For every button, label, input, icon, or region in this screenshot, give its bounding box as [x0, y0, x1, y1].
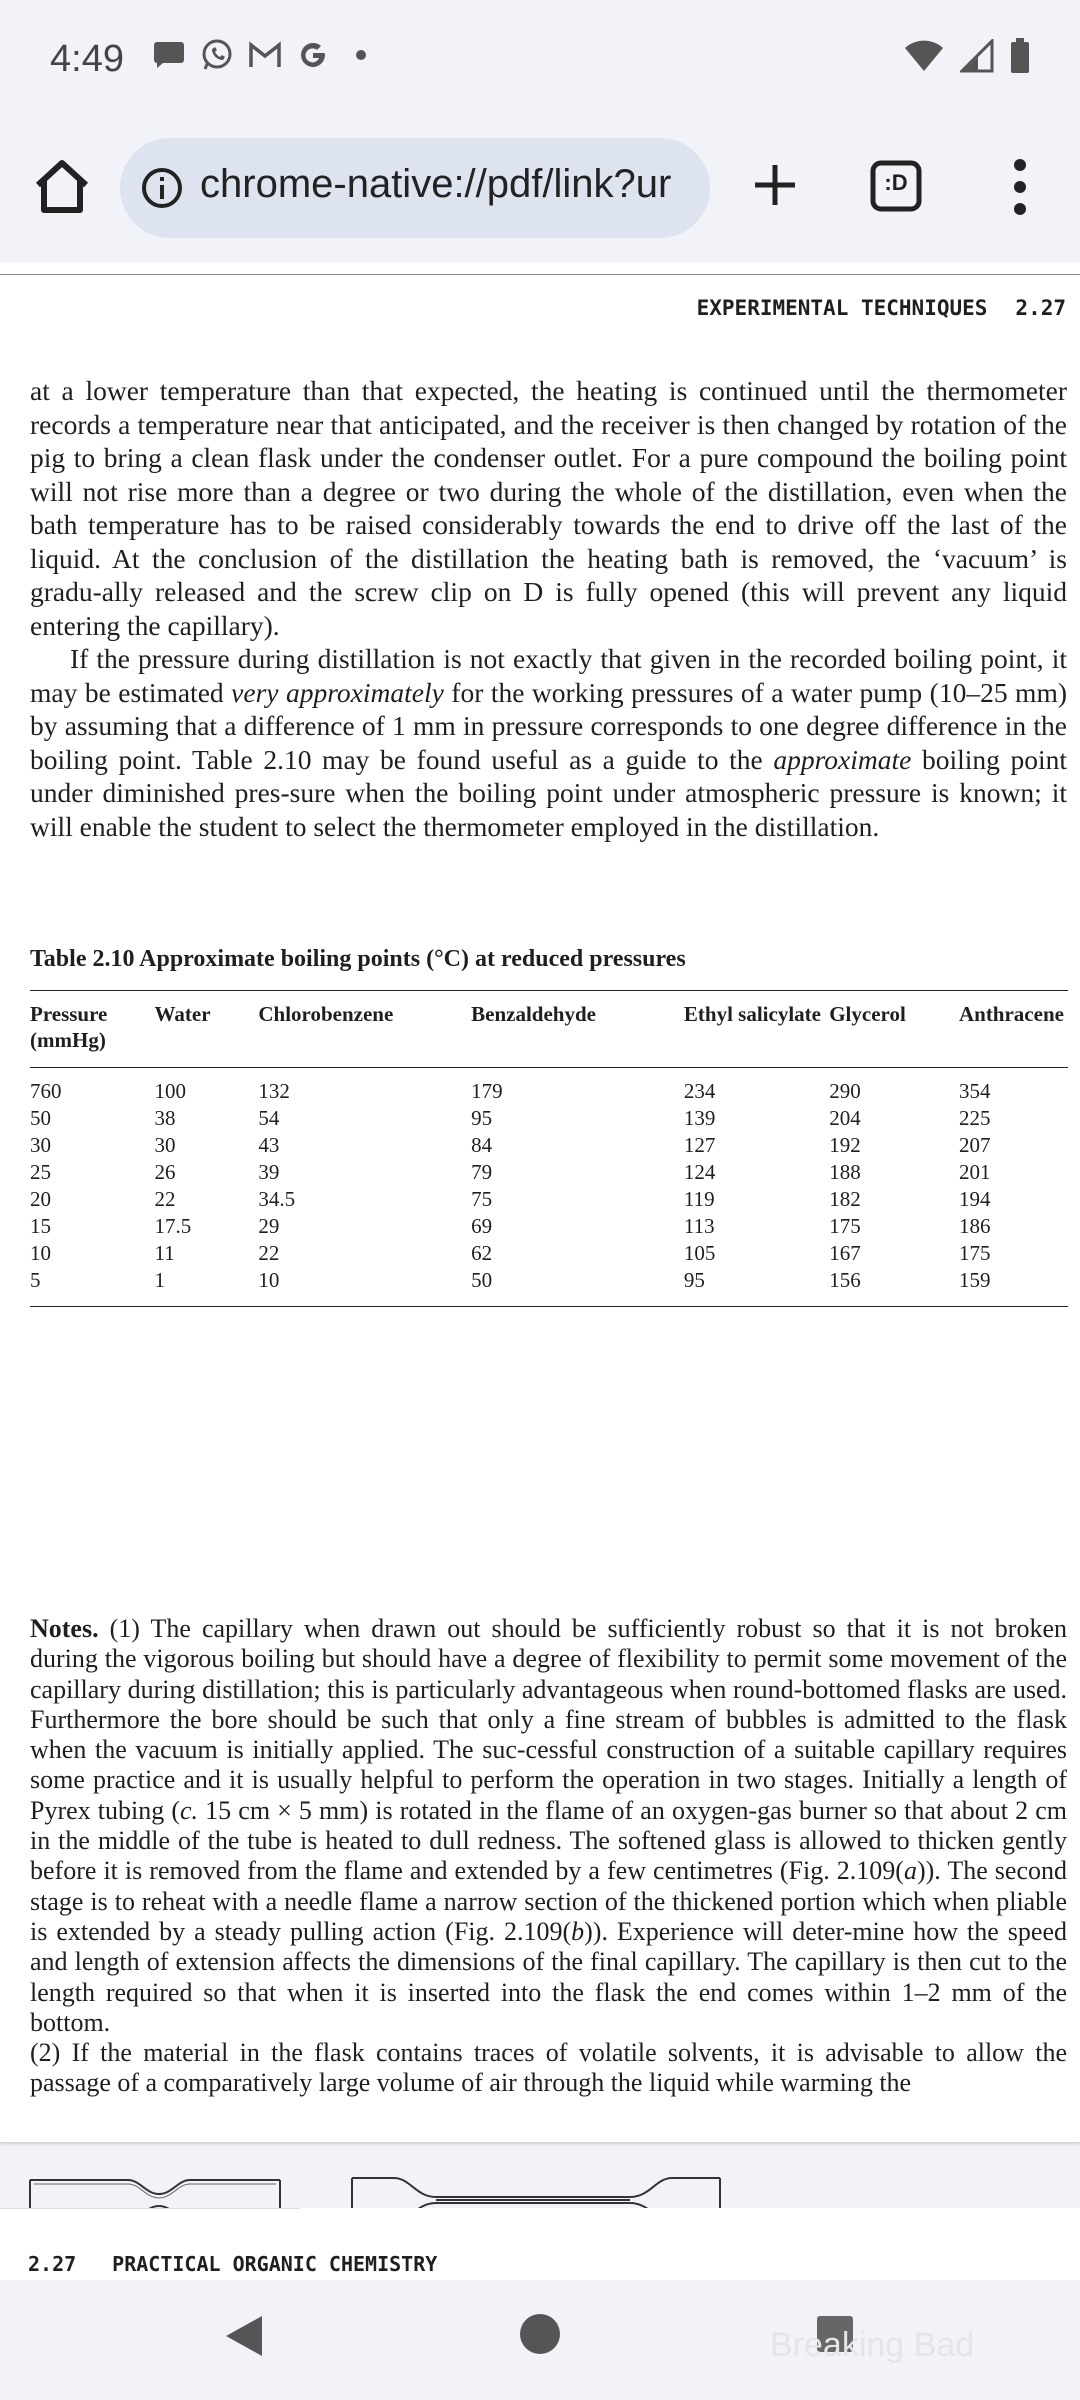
table-header-row: [30, 991, 1068, 1068]
tab-switcher-button[interactable]: [870, 160, 922, 212]
wifi-icon: [904, 39, 944, 78]
table-cell: 62: [471, 1241, 493, 1265]
table-cell: 167: [829, 1241, 861, 1265]
table-cell: 159: [959, 1267, 1068, 1307]
table-cell: 11: [154, 1241, 175, 1265]
table-cell: 127: [683, 1133, 716, 1157]
home-nav-button[interactable]: [520, 2314, 560, 2354]
emphasis: b: [571, 1916, 585, 1946]
table-cell: 182: [829, 1187, 861, 1211]
table-cell: 30: [154, 1133, 176, 1157]
column-header: Benzaldehyde: [471, 991, 684, 1068]
text-span: )). Experience will deter-mine how the speed and length of extension affects the dimensions of the final capillary. The capillary is then cut to the length required so that when it is inserted into the flask the end comes within 1–2 mm of the bottom.: [30, 1916, 1067, 2037]
emphasis: very approximately: [231, 676, 444, 708]
notification-icons: [152, 38, 378, 72]
table-row: [30, 1068, 1068, 1106]
home-icon: [30, 155, 94, 219]
table-row: [30, 1159, 1068, 1186]
table-cell: 43: [258, 1133, 280, 1157]
column-header: Chlorobenzene: [258, 991, 471, 1068]
battery-icon: [1010, 38, 1030, 79]
text-span: for the working pressures of a water pump (10–25 mm) by assuming that a difference of 1 mm in pressure corresponds to one degree difference in the boiling point. Table 2.10 may be found useful as a guide to the: [30, 676, 1067, 775]
pdf-page[interactable]: [0, 262, 1080, 2142]
emphasis: c.: [180, 1795, 199, 1825]
table-cell: 5: [30, 1267, 155, 1307]
table-cell: 139: [683, 1106, 716, 1130]
watermark-text: Breaking Bad: [770, 2326, 975, 2364]
body-text: [30, 374, 1067, 843]
table-row: [30, 1132, 1068, 1159]
table-row: [30, 1240, 1068, 1267]
column-header: Glycerol: [829, 991, 959, 1068]
table-row: [30, 1213, 1068, 1240]
table-cell: 75: [471, 1187, 493, 1211]
table-cell: 17.5: [154, 1214, 192, 1238]
gmail-icon: [248, 38, 282, 72]
table-cell: 30: [30, 1133, 51, 1157]
more-vert-icon: [1000, 155, 1040, 219]
url-bar[interactable]: [120, 138, 710, 238]
google-icon: [296, 38, 330, 72]
table-cell: 50: [471, 1267, 684, 1307]
next-running-head-page: 2.27: [28, 2252, 77, 2276]
table-cell: 26: [154, 1160, 176, 1184]
table-cell: 22: [154, 1187, 176, 1211]
table-cell: 34.5: [258, 1187, 296, 1211]
table-cell: 25: [30, 1160, 51, 1184]
table-cell: 194: [958, 1187, 991, 1211]
table-cell: 79: [471, 1160, 493, 1184]
boiling-point-table: [30, 990, 1068, 1307]
table-cell: 39: [258, 1160, 280, 1184]
paragraph: at a lower temperature than that expected, the heating is continued until the thermometer records a temperature near that anticipated, and the receiver is then changed by rotation of the pig to bring a clean flask under the condenser outlet. For a pure compound the boiling point will not rise more than a degree or two during the whole of the distillation, even when the bath temperature has to be raised considerably towards the end to drive off the last of the liquid. At the conclusion of the distillation the heating bath is removed, the ‘vacuum’ is gradu-ally released and the screw clip on D is fully opened (this will prevent any liquid entering the capillary).: [30, 375, 1067, 641]
home-button[interactable]: [30, 155, 94, 219]
table-cell: 1: [155, 1267, 259, 1307]
column-header: Pressure (mmHg): [30, 991, 155, 1068]
table-cell: 186: [958, 1214, 991, 1238]
running-head-title: EXPERIMENTAL TECHNIQUES: [696, 296, 988, 320]
table-cell: 156: [829, 1267, 959, 1307]
column-header: Water: [155, 991, 259, 1068]
emphasis: approximate: [773, 743, 912, 775]
running-head: [697, 296, 1066, 320]
note-1: [30, 1614, 1067, 2038]
table-cell: 10: [30, 1241, 51, 1265]
table-cell: 15: [30, 1214, 51, 1238]
chat-bubble-icon: [152, 38, 186, 72]
plus-icon: [745, 155, 805, 215]
table-cell: 201: [958, 1160, 991, 1184]
table-cell: 124: [683, 1160, 716, 1184]
table-cell: 105: [683, 1241, 716, 1265]
info-icon[interactable]: [140, 166, 184, 210]
url-text[interactable]: chrome-native://pdf/link?ur: [200, 162, 672, 206]
column-header: Anthracene: [959, 991, 1068, 1068]
table-cell: 84: [471, 1133, 493, 1157]
table-cell: 760: [30, 1079, 62, 1103]
table-cell: 207: [958, 1133, 991, 1157]
table-row: [30, 1267, 1068, 1307]
table-cell: 132: [258, 1079, 290, 1103]
table-row: [30, 1105, 1068, 1132]
table-cell: 175: [958, 1241, 991, 1265]
table-cell: 95: [684, 1267, 829, 1307]
notes: [30, 1614, 1067, 2099]
text-span: )). The second stage is to reheat with a needle flame a narrow section of the thickened portion which when pliable is extended by a steady pulling action (Fig. 2.109(: [30, 1856, 1068, 1946]
table-cell: 188: [829, 1160, 861, 1184]
table-cell: 192: [829, 1133, 861, 1157]
status-bar: [0, 0, 1080, 120]
table-cell: 354: [958, 1079, 991, 1103]
back-icon[interactable]: [224, 2314, 264, 2358]
paragraph: [30, 642, 1067, 843]
next-running-head: [28, 2252, 437, 2276]
table-cell: 100: [154, 1079, 187, 1103]
table-cell: 290: [829, 1079, 861, 1103]
table-cell: 119: [683, 1187, 715, 1211]
text-span: If the pressure during distillation is not exactly that given in the recorded boiling point, it may be estimated: [30, 643, 1067, 708]
table-caption: Table 2.10 Approximate boiling points (°C) at reduced pressures: [30, 946, 686, 972]
table-cell: 113: [683, 1214, 715, 1238]
table-cell: 20: [30, 1187, 51, 1211]
tab-count: :D: [884, 170, 908, 195]
table-body: [30, 1068, 1068, 1307]
divider: [0, 274, 1080, 275]
note-2: (2) If the material in the flask contains traces of volatile solvents, it is advisable to allow the passage of a comparatively large volume of air through the liquid while warming the: [30, 2038, 1067, 2098]
system-nav-bar: [0, 2280, 1080, 2400]
whatsapp-icon: [200, 38, 234, 72]
text-span: 15 cm × 5 mm) is rotated in the flame of an oxygen-gas burner so that about 2 cm in the middle of the tube is heated to dull redness. The softened glass is allowed to thicken gently before it is removed from the flame and extended by a few centimetres (Fig. 2.109(: [30, 1795, 1068, 1886]
table-cell: 22: [258, 1241, 280, 1265]
table-cell: 50: [30, 1106, 51, 1130]
table-cell: 204: [829, 1106, 861, 1130]
running-head-page: 2.27: [1015, 296, 1066, 320]
table-cell: 54: [258, 1106, 280, 1130]
table-cell: 234: [683, 1079, 716, 1103]
divider: [0, 2208, 300, 2209]
table-row: [30, 1186, 1068, 1213]
table-cell: 95: [471, 1106, 493, 1130]
text-span: (1) The capillary when drawn out should be sufficiently robust so that it is not broken during the vigorous boiling but should have a degree of flexibility to permit some movement of the capillary during distillation; this is particularly advantageous when round-bottomed flasks are used. Furthermore the bore should be such that only a fine stream of bubbles is admitted to the flask when the vacuum is initially applied. The suc-cessful construction of a suitable capillary requires some practice and it is usually helpful to perform the operation in two stages. Initially a length of Pyrex tubing (: [30, 1614, 1067, 1825]
notes-label: Notes.: [30, 1614, 99, 1643]
signal-icon: [960, 39, 994, 78]
browser-toolbar: [0, 120, 1080, 255]
more-menu-button[interactable]: [1000, 155, 1040, 219]
table-cell: 10: [258, 1267, 471, 1307]
status-time: 4:49: [50, 38, 124, 80]
next-running-head-title: PRACTICAL ORGANIC CHEMISTRY: [112, 2252, 438, 2276]
table-cell: 38: [154, 1106, 176, 1130]
system-icons: [904, 38, 1030, 79]
column-header: Ethyl salicylate: [684, 991, 829, 1068]
new-tab-button[interactable]: [745, 155, 805, 215]
table-cell: 175: [829, 1214, 861, 1238]
table-cell: 29: [258, 1214, 280, 1238]
table-cell: 179: [471, 1079, 503, 1103]
text-span: boiling point under diminished pres-sure when the boiling point under atmospheric pressure is known; it will enable the student to select the thermometer employed in the distillation.: [30, 743, 1068, 842]
table-cell: 225: [958, 1106, 991, 1130]
table-cell: 69: [471, 1214, 493, 1238]
dot-icon: [344, 38, 378, 72]
emphasis: a: [903, 1856, 917, 1886]
